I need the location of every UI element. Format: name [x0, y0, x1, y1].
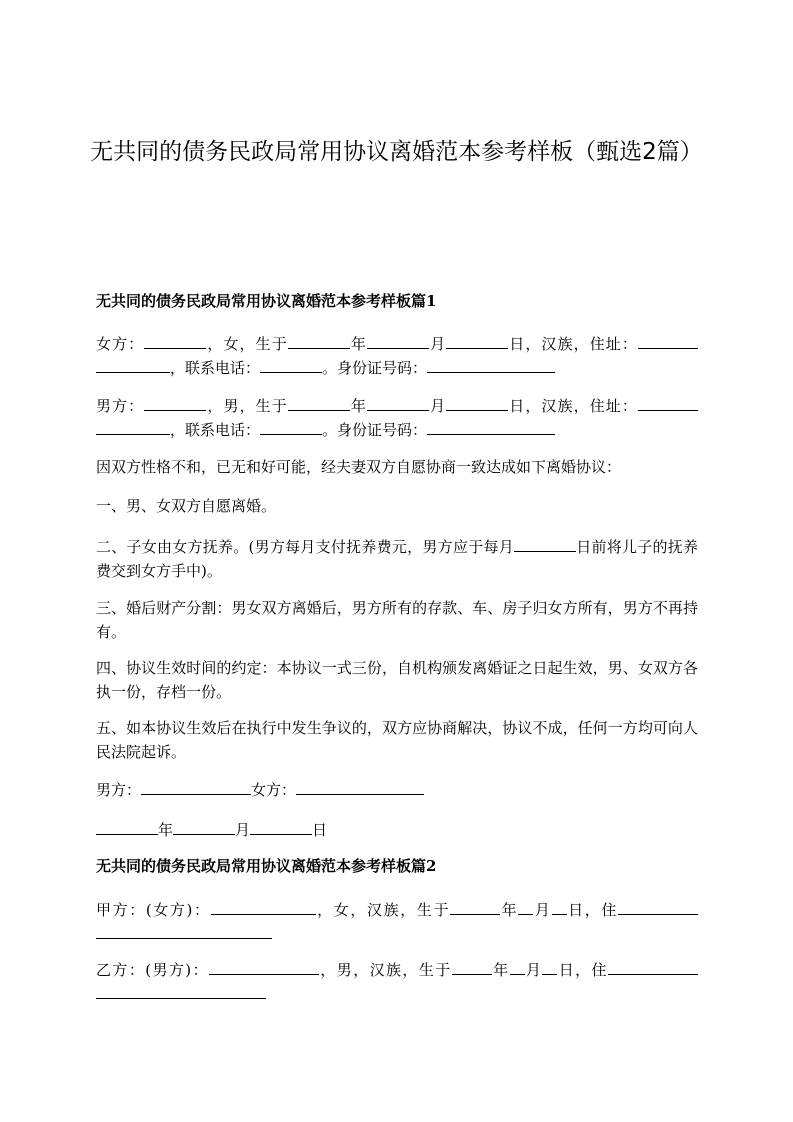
- signature-male-label: 男方：: [96, 781, 142, 799]
- date-day-text: 日: [312, 821, 328, 839]
- party-a-address-blank-1: [618, 899, 698, 915]
- female-label: 女方：: [96, 335, 145, 353]
- clause-1: 一、男、女双方自愿离婚。: [96, 497, 277, 515]
- male-phone-text: ，联系电话：: [170, 421, 261, 439]
- female-month-text: 月: [428, 335, 447, 353]
- party-b-day-blank: [542, 959, 557, 975]
- male-id-text: 。身份证号码：: [322, 421, 428, 439]
- male-day-text: 日，汉族，住址：: [508, 397, 638, 415]
- signature-female-label: 女方：: [251, 781, 297, 799]
- section2-heading: 无共同的债务民政局常用协议离婚范本参考样板篇2: [96, 857, 437, 875]
- party-b-name-blank: [209, 959, 319, 975]
- party-a-paragraph: [96, 898, 698, 946]
- female-info-paragraph: [96, 332, 698, 380]
- female-phone-blank: [260, 357, 322, 373]
- male-label: 男方：: [96, 397, 145, 415]
- signature-line: [96, 778, 698, 802]
- party-b-month-text: 月: [524, 961, 543, 979]
- clause-4: 四、协议生效时间的约定：本协议一式三份，自机构颁发离婚证之日起生效，男、女双方各执一份，存档一份。: [96, 659, 698, 701]
- female-day-blank: [446, 333, 508, 349]
- clause-2-text-b: 日前将儿子的抚养费交到女方手中)。: [96, 538, 698, 580]
- party-b-label: 乙方：(男方)：: [96, 961, 209, 979]
- male-month-text: 月: [428, 397, 447, 415]
- male-info-paragraph: [96, 394, 698, 442]
- section1-heading: 无共同的债务民政局常用协议离婚范本参考样板篇1: [96, 292, 437, 310]
- party-a-year-blank: [450, 899, 500, 915]
- party-a-address-blank-2: [96, 923, 272, 939]
- female-id-text: 。身份证号码：: [322, 359, 428, 377]
- male-year-blank: [288, 395, 350, 411]
- party-a-day-blank: [552, 899, 567, 915]
- party-a-details: ，女，汉族，生于: [315, 901, 451, 919]
- signature-female-blank: [296, 779, 424, 795]
- party-b-month-blank: [510, 959, 525, 975]
- date-month-text: 月: [235, 821, 251, 839]
- female-name-blank: [144, 333, 206, 349]
- female-gender-text: ，女，生于: [206, 335, 288, 353]
- male-address-blank-2: [96, 419, 170, 435]
- male-name-blank: [144, 395, 206, 411]
- party-b-year-text: 年: [491, 961, 510, 979]
- party-b-year-blank: [452, 959, 492, 975]
- female-address-blank-2: [96, 357, 170, 373]
- female-year-blank: [288, 333, 350, 349]
- party-b-day-text: 日，住: [557, 961, 608, 979]
- female-month-blank: [367, 333, 429, 349]
- female-address-blank-1: [638, 333, 698, 349]
- date-year-blank: [96, 819, 158, 835]
- party-a-month-text: 月: [533, 901, 552, 919]
- party-b-address-blank-2: [96, 983, 266, 999]
- date-month-blank: [173, 819, 235, 835]
- document-title: 无共同的债务民政局常用协议离婚范本参考样板（甄选2篇）: [90, 139, 703, 165]
- female-id-blank: [427, 357, 555, 373]
- date-day-blank: [250, 819, 312, 835]
- party-b-paragraph: [96, 958, 698, 1006]
- party-b-details: ，男，汉族，生于: [318, 961, 452, 979]
- party-a-day-text: 日，住: [566, 901, 618, 919]
- clause-5: 五、如本协议生效后在执行中发生争议的，双方应协商解决，协议不成，任何一方均可向人民法院起诉。: [96, 719, 698, 761]
- male-id-blank: [427, 419, 555, 435]
- clause-2-day-blank: [514, 536, 576, 552]
- male-month-blank: [367, 395, 429, 411]
- party-a-label: 甲方：(女方)：: [96, 901, 211, 919]
- party-a-month-blank: [518, 899, 533, 915]
- date-line: [96, 818, 698, 842]
- female-year-text: 年: [349, 335, 367, 353]
- male-gender-text: ，男，生于: [206, 397, 288, 415]
- male-phone-blank: [260, 419, 322, 435]
- male-address-blank-1: [638, 395, 698, 411]
- intro-paragraph: 因双方性格不和，已无和好可能，经夫妻双方自愿协商一致达成如下离婚协议：: [96, 458, 622, 476]
- party-a-name-blank: [211, 899, 316, 915]
- date-year-text: 年: [158, 821, 174, 839]
- clause-2-text-a: 二、子女由女方抚养。(男方每月支付抚养费元，男方应于每月: [96, 538, 514, 556]
- male-day-blank: [446, 395, 508, 411]
- signature-male-blank: [141, 779, 251, 795]
- male-year-text: 年: [349, 397, 367, 415]
- clause-2: [96, 535, 698, 583]
- party-b-address-blank-1: [608, 959, 698, 975]
- female-phone-text: ，联系电话：: [170, 359, 261, 377]
- clause-3: 三、婚后财产分割：男女双方离婚后，男方所有的存款、车、房子归女方所有，男方不再持有。: [96, 599, 698, 641]
- female-day-text: 日，汉族，住址：: [508, 335, 638, 353]
- party-a-year-text: 年: [500, 901, 519, 919]
